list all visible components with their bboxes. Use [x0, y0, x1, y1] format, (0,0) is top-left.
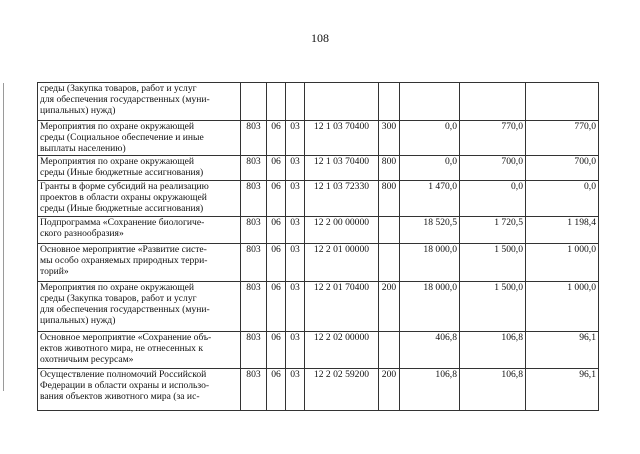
sum-year-3: 770,0	[526, 121, 599, 156]
table-row	[38, 282, 599, 332]
expense-type-code: 800	[379, 156, 400, 181]
ministry-code	[241, 83, 267, 121]
section-code: 06	[267, 244, 286, 282]
target-article-code: 12 1 03 70400	[305, 121, 379, 156]
expense-type-code	[379, 217, 400, 244]
ministry-code: 803	[241, 332, 267, 369]
left-margin-line	[3, 83, 4, 391]
item-name	[38, 83, 241, 121]
expense-type-code: 300	[379, 121, 400, 156]
item-name-line: Мероприятия по охране окружающей	[40, 156, 195, 167]
table-row	[38, 332, 599, 369]
subsection-code: 03	[286, 156, 305, 181]
target-article-code: 12 2 01 70400	[305, 282, 379, 332]
item-name	[38, 244, 241, 282]
sum-year-1: 106,8	[400, 369, 460, 411]
sum-year-2: 1 500,0	[460, 244, 526, 282]
item-name	[38, 332, 241, 369]
subsection-code: 03	[286, 369, 305, 411]
ministry-code: 803	[241, 121, 267, 156]
expense-type-code	[379, 332, 400, 369]
sum-year-1: 18 000,0	[400, 244, 460, 282]
item-name-line: торий»	[40, 266, 69, 277]
target-article-code	[305, 83, 379, 121]
item-name-line: ектов животного мира, не отнесенных к	[40, 343, 204, 354]
section-code: 06	[267, 121, 286, 156]
sum-year-2: 700,0	[460, 156, 526, 181]
subsection-code: 03	[286, 332, 305, 369]
sum-year-1: 406,8	[400, 332, 460, 369]
budget-table	[37, 82, 599, 411]
item-name-line: среды (Иные бюджетные ассигнования)	[40, 167, 204, 178]
sum-year-2: 770,0	[460, 121, 526, 156]
item-name-line: для обеспечения государственных (муни-	[40, 304, 210, 315]
item-name-line: выплаты населению)	[40, 143, 126, 154]
subsection-code: 03	[286, 181, 305, 217]
section-code: 06	[267, 332, 286, 369]
item-name-line: ципальных) нужд)	[40, 105, 116, 116]
ministry-code: 803	[241, 369, 267, 411]
sum-year-3: 1 000,0	[526, 282, 599, 332]
item-name-line: вания объектов животного мира (за ис-	[40, 391, 200, 402]
target-article-code: 12 2 02 00000	[305, 332, 379, 369]
sum-year-2: 1 720,5	[460, 217, 526, 244]
sum-year-2: 0,0	[460, 181, 526, 217]
item-name	[38, 282, 241, 332]
table-row	[38, 244, 599, 282]
sum-year-3: 700,0	[526, 156, 599, 181]
item-name	[38, 217, 241, 244]
subsection-code	[286, 83, 305, 121]
section-code: 06	[267, 217, 286, 244]
expense-type-code	[379, 244, 400, 282]
item-name	[38, 121, 241, 156]
table-row	[38, 121, 599, 156]
item-name-line: Подпрограмма «Сохранение биологиче-	[40, 217, 205, 228]
item-name-line: среды (Социальное обеспечение и иные	[40, 132, 204, 143]
expense-type-code	[379, 83, 400, 121]
item-name-line: для обеспечения государственных (муни-	[40, 94, 210, 105]
expense-type-code: 800	[379, 181, 400, 217]
section-code: 06	[267, 156, 286, 181]
item-name-line: Мероприятия по охране окружающей	[40, 121, 195, 132]
table-row	[38, 217, 599, 244]
page-number: 108	[311, 31, 329, 45]
sum-year-1: 0,0	[400, 156, 460, 181]
ministry-code: 803	[241, 244, 267, 282]
sum-year-1: 0,0	[400, 121, 460, 156]
item-name-line: среды (Закупка товаров, работ и услуг	[40, 83, 197, 94]
sum-year-2	[460, 83, 526, 121]
section-code: 06	[267, 181, 286, 217]
item-name-line: Федерации в области охраны и использо-	[40, 380, 210, 391]
table-row	[38, 181, 599, 217]
ministry-code: 803	[241, 217, 267, 244]
sum-year-2: 106,8	[460, 332, 526, 369]
item-name-line: Гранты в форме субсидий на реализацию	[40, 181, 209, 192]
item-name	[38, 369, 241, 411]
sum-year-3: 96,1	[526, 369, 599, 411]
subsection-code: 03	[286, 244, 305, 282]
sum-year-1: 1 470,0	[400, 181, 460, 217]
table-row	[38, 83, 599, 121]
item-name-line: среды (Иные бюджетные ассигнования)	[40, 203, 204, 214]
target-article-code: 12 1 03 72330	[305, 181, 379, 217]
target-article-code: 12 2 01 00000	[305, 244, 379, 282]
subsection-code: 03	[286, 282, 305, 332]
item-name-line: ского разнообразия»	[40, 228, 124, 239]
ministry-code: 803	[241, 181, 267, 217]
sum-year-3	[526, 83, 599, 121]
target-article-code: 12 2 02 59200	[305, 369, 379, 411]
item-name-line: среды (Закупка товаров, работ и услуг	[40, 293, 197, 304]
sum-year-1: 18 000,0	[400, 282, 460, 332]
item-name-line: мы особо охраняемых природных терри-	[40, 255, 208, 266]
sum-year-3: 1 198,4	[526, 217, 599, 244]
item-name-line: проектов в области охраны окружающей	[40, 192, 207, 203]
expense-type-code: 200	[379, 282, 400, 332]
item-name-line: Осуществление полномочий Российской	[40, 369, 207, 380]
sum-year-3: 0,0	[526, 181, 599, 217]
ministry-code: 803	[241, 156, 267, 181]
section-code: 06	[267, 369, 286, 411]
sum-year-3: 96,1	[526, 332, 599, 369]
item-name-line: ципальных) нужд)	[40, 315, 116, 326]
section-code	[267, 83, 286, 121]
target-article-code: 12 1 03 70400	[305, 156, 379, 181]
ministry-code: 803	[241, 282, 267, 332]
item-name-line: Мероприятия по охране окружающей	[40, 282, 195, 293]
subsection-code: 03	[286, 121, 305, 156]
item-name-line: охотничьим ресурсам»	[40, 354, 134, 365]
item-name	[38, 181, 241, 217]
item-name	[38, 156, 241, 181]
sum-year-2: 1 500,0	[460, 282, 526, 332]
table-row	[38, 369, 599, 411]
table-body	[38, 83, 599, 411]
item-name-line: Основное мероприятие «Сохранение объ-	[40, 332, 212, 343]
section-code: 06	[267, 282, 286, 332]
expense-type-code: 200	[379, 369, 400, 411]
target-article-code: 12 2 00 00000	[305, 217, 379, 244]
sum-year-1: 18 520,5	[400, 217, 460, 244]
table-row	[38, 156, 599, 181]
sum-year-2: 106,8	[460, 369, 526, 411]
item-name-line: Основное мероприятие «Развитие систе-	[40, 244, 207, 255]
sum-year-1	[400, 83, 460, 121]
subsection-code: 03	[286, 217, 305, 244]
sum-year-3: 1 000,0	[526, 244, 599, 282]
